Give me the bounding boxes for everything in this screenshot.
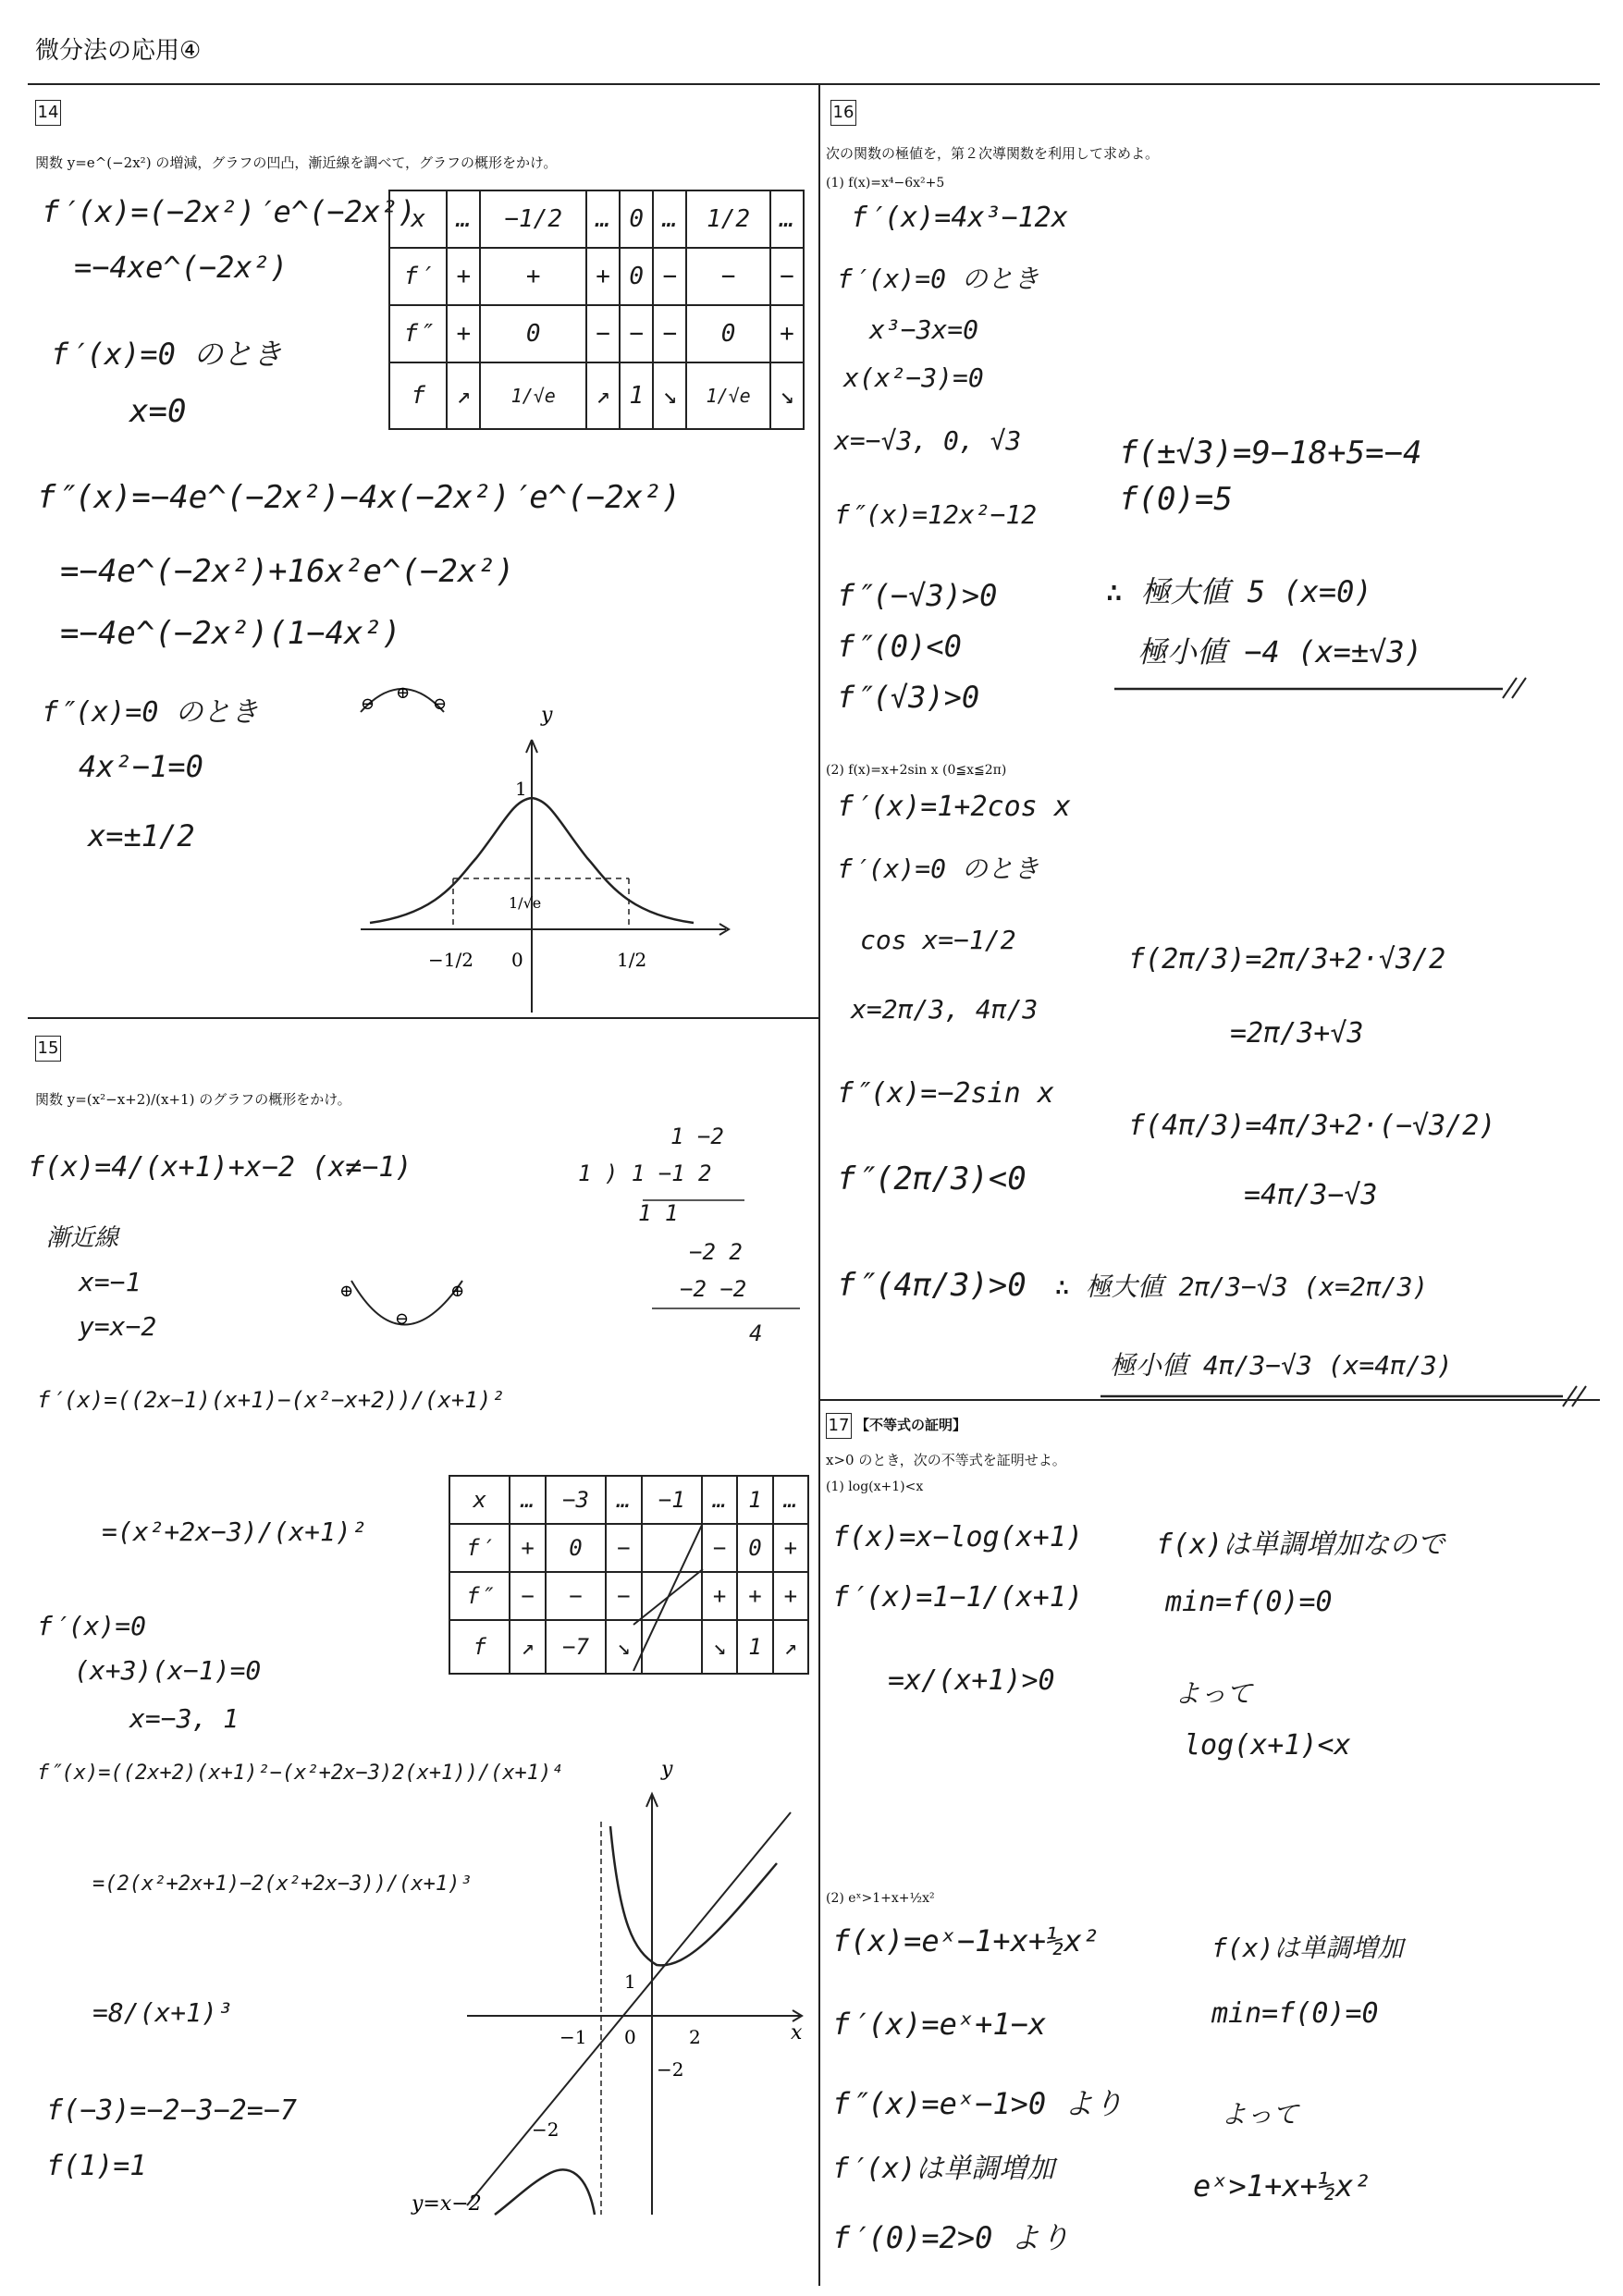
table-cell: 0 — [737, 1524, 772, 1572]
q16-p2-result: f(4π/3)=4π/3+2·(−√3/2) — [1128, 1110, 1496, 1142]
table-cell: … — [773, 1476, 808, 1524]
table-cell: 1/2 — [686, 190, 769, 248]
table-cell: + — [447, 305, 480, 362]
q16-p2-step: cos x=−1/2 — [860, 925, 1016, 955]
table-cell: … — [770, 190, 804, 248]
q17-p2-note: f(x)は単調増加 — [1211, 1933, 1404, 1963]
table-cell: f″ — [389, 305, 447, 362]
table-cell: f — [449, 1620, 510, 1674]
section-divider-14-15 — [28, 1017, 818, 1019]
graph-label: 0 — [624, 2026, 636, 2048]
q17-prompt: x>0 のとき，次の不等式を証明せよ。 — [826, 1452, 1066, 1468]
q15-step: f(−3)=−2−3−2=−7 — [46, 2094, 297, 2127]
x-axis-label: x — [791, 2021, 803, 2044]
q16-p1-answer: ∴ 極大値 5 (x=0) — [1105, 574, 1372, 609]
table-cell: ↗ — [773, 1620, 808, 1674]
q17-p1-step: f(x)=x−log(x+1) — [832, 1521, 1083, 1553]
q16-p2-answer: 極小値 4π/3−√3 (x=4π/3) — [1110, 1350, 1453, 1381]
q15-division-line: 1 −2 — [670, 1123, 724, 1149]
q17-p2-note: min=f(0)=0 — [1211, 1997, 1379, 2030]
table-cell: + — [773, 1572, 808, 1620]
q17-title: 【不等式の証明】 — [855, 1417, 967, 1433]
q17-p1-step: f′(x)=1−1/(x+1) — [832, 1581, 1083, 1614]
q14-step: 4x²−1=0 — [79, 749, 203, 784]
q15-step: (x+3)(x−1)=0 — [74, 1655, 262, 1686]
q15-table-undefined-slashes — [633, 1523, 707, 1671]
table-cell: 1/√e — [686, 362, 769, 429]
table-cell: ↘ — [770, 362, 804, 429]
q17-p2-step: f′(x)=eˣ+1−x — [832, 2007, 1047, 2042]
x-tick-label: −1/2 — [428, 949, 473, 971]
q15-division-line: −2 −2 — [680, 1276, 747, 1302]
q15-step: =(2(x²+2x+1)−2(x²+2x−3))/(x+1)³ — [92, 1872, 473, 1896]
table-cell: + — [586, 248, 620, 305]
table-cell: −7 — [546, 1620, 606, 1674]
q16-p1-step: f′(x)=0 のとき — [837, 264, 1039, 294]
q17-part2-label: (2) eˣ>1+x+½x² — [826, 1891, 935, 1906]
table-cell: 0 — [620, 190, 653, 248]
table-cell: 0 — [686, 305, 769, 362]
q15-division-line: 1 1 — [638, 1200, 679, 1226]
q17-p1-note: よって — [1174, 1678, 1253, 1709]
q16-p2-result: =2π/3+√3 — [1230, 1017, 1364, 1050]
table-cell: − — [586, 305, 620, 362]
q15-variation-table — [449, 1475, 809, 1675]
sign-mark: ⊖ — [361, 694, 375, 714]
peak-label: 1 — [515, 778, 527, 800]
q14-step: x=±1/2 — [88, 818, 195, 853]
q16-p2-step: f″(x)=−2sin x — [837, 1077, 1054, 1110]
table-cell: … — [702, 1476, 737, 1524]
table-cell: … — [510, 1476, 545, 1524]
q16-p1-step: f″(−√3)>0 — [837, 578, 998, 613]
q16-p2-result: =4π/3−√3 — [1244, 1179, 1378, 1211]
table-cell: 0 — [620, 248, 653, 305]
q15-division-line: 1 ) 1 −1 2 — [578, 1160, 712, 1186]
table-cell: + — [737, 1572, 772, 1620]
table-cell: … — [586, 190, 620, 248]
q16-p2-step: f′(x)=0 のとき — [837, 853, 1039, 884]
table-cell: − — [686, 248, 769, 305]
sign-mark: ⊕ — [396, 683, 411, 703]
sign-mark: ⊕ — [450, 1282, 465, 1301]
graph-label: 1 — [624, 1971, 636, 1993]
q17-p1-note: log(x+1)<x — [1184, 1729, 1351, 1762]
table-cell: − — [606, 1572, 641, 1620]
graph-label: 2 — [689, 2026, 701, 2048]
table-cell: + — [510, 1524, 545, 1572]
table-cell: … — [606, 1476, 641, 1524]
q16-p1-step: f′(x)=4x³−12x — [851, 202, 1068, 234]
q17-p1-note: f(x)は単調増加なので — [1156, 1529, 1445, 1561]
q16-p2-result: f(2π/3)=2π/3+2·√3/2 — [1128, 943, 1446, 976]
q16-p1-step: x=−√3, 0, √3 — [834, 425, 1022, 456]
table-cell: f′ — [389, 248, 447, 305]
table-cell: ↗ — [447, 362, 480, 429]
q14-step: =−4xe^(−2x²) — [74, 250, 289, 285]
q17-part1-label: (1) log(x+1)<x — [826, 1480, 924, 1494]
q16-p1-step: f″(0)<0 — [837, 629, 962, 664]
sign-mark: ⊕ — [339, 1282, 354, 1301]
table-cell: + — [447, 248, 480, 305]
q14-step: x=0 — [129, 393, 187, 430]
q15-step: f″(x)=((2x+2)(x+1)²−(x²+2x−3)2(x+1))/(x+1)⁴ — [37, 1762, 564, 1785]
q16-p1-answer-underline — [1114, 675, 1531, 703]
graph-label: −1 — [559, 2026, 587, 2048]
q15-division-line: 4 — [749, 1320, 763, 1346]
q16-p2-answer-underline — [1100, 1382, 1600, 1410]
q14-step: =−4e^(−2x²)(1−4x²) — [60, 615, 401, 652]
table-cell: … — [447, 190, 480, 248]
q15-step: f′(x)=0 — [37, 1611, 147, 1641]
q14-graph — [356, 703, 735, 1017]
question-number-15: 15 — [35, 1036, 61, 1062]
table-cell: f — [389, 362, 447, 429]
q16-p2-step: f″(2π/3)<0 — [837, 1160, 1027, 1197]
q16-p1-result: f(±√3)=9−18+5=−4 — [1119, 435, 1422, 472]
sign-mark: ⊖ — [433, 694, 448, 714]
table-cell: − — [620, 305, 653, 362]
q17-p2-note: eˣ>1+x+½x² — [1193, 2168, 1371, 2204]
q15-step: f′(x)=((2x−1)(x+1)−(x²−x+2))/(x+1)² — [37, 1387, 505, 1413]
q15-division-line: −2 2 — [689, 1239, 743, 1265]
table-cell: 1 — [620, 362, 653, 429]
q15-step: =8/(x+1)³ — [92, 1997, 233, 2028]
q16-p1-answer: 極小値 −4 (x=±√3) — [1137, 634, 1422, 669]
table-cell: f″ — [449, 1572, 510, 1620]
q14-step: f″(x)=−4e^(−2x²)−4x(−2x²)′e^(−2x²) — [37, 479, 681, 516]
q15-prompt: 関数 y=(x²−x+2)/(x+1) のグラフの概形をかけ。 — [35, 1091, 351, 1108]
sign-mark: ⊖ — [395, 1309, 410, 1329]
table-cell: 1/√e — [480, 362, 586, 429]
table-cell: − — [770, 248, 804, 305]
table-cell: + — [480, 248, 586, 305]
q14-step: f′(x)=0 のとき — [51, 337, 283, 372]
q15-step: =(x²+2x−3)/(x+1)² — [102, 1516, 367, 1547]
q15-step: y=x−2 — [79, 1311, 157, 1342]
q16-p2-step: f′(x)=1+2cos x — [837, 791, 1071, 823]
table-cell: ↘ — [702, 1620, 737, 1674]
table-cell: + — [773, 1524, 808, 1572]
table-cell: 0 — [480, 305, 586, 362]
q14-prompt: 関数 y=e^(−2x²) の増減，グラフの凹凸，漸近線を調べて，グラフの概形をかけ。 — [35, 154, 558, 171]
q17-p2-step: f(x)=eˣ−1+x+½x² — [832, 1923, 1100, 1958]
table-cell: + — [770, 305, 804, 362]
table-cell: ↘ — [653, 362, 686, 429]
table-cell: − — [606, 1524, 641, 1572]
q17-p2-note: よって — [1221, 2099, 1299, 2130]
q17-p2-step: f″(x)=eˣ−1>0 より — [832, 2086, 1124, 2121]
q15-step: f(1)=1 — [46, 2150, 147, 2182]
q15-step: x=−1 — [79, 1267, 141, 1297]
q15-step: 漸近線 — [46, 1224, 119, 1252]
table-cell: + — [702, 1572, 737, 1620]
q16-p2-step: x=2π/3, 4π/3 — [851, 994, 1039, 1025]
question-number-16: 16 — [830, 100, 856, 126]
q14-step: f″(x)=0 のとき — [42, 696, 259, 729]
q15-step: x=−3, 1 — [129, 1703, 240, 1734]
column-divider — [818, 85, 820, 2286]
y-axis-label: y — [661, 1758, 673, 1781]
q15-division-rules — [643, 1193, 809, 1313]
x-tick-label: 0 — [511, 949, 523, 971]
q17-p2-step: f′(x)は単調増加 — [832, 2153, 1055, 2185]
question-number-14: 14 — [35, 100, 61, 126]
level-label: 1/√e — [509, 894, 542, 912]
table-cell: − — [653, 248, 686, 305]
q16-p1-step: f″(x)=12x²−12 — [834, 499, 1038, 530]
table-cell: 0 — [546, 1524, 606, 1572]
q16-p1-result: f(0)=5 — [1119, 481, 1233, 518]
graph-label: −2 — [532, 2118, 559, 2141]
table-cell: f′ — [449, 1524, 510, 1572]
graph-label: −2 — [657, 2058, 684, 2081]
page-title: 微分法の応用④ — [35, 37, 202, 65]
y-axis-label: y — [541, 704, 553, 727]
q17-p2-step: f′(0)=2>0 より — [832, 2220, 1070, 2255]
table-cell: −1/2 — [480, 190, 586, 248]
q15-step: f(x)=4/(x+1)+x−2 (x≠−1) — [28, 1151, 412, 1184]
q15-sign-chart — [338, 1276, 476, 1332]
q14-step: f′(x)=(−2x²)′e^(−2x²) — [42, 194, 416, 229]
table-cell: − — [702, 1524, 737, 1572]
q16-p2-step: f″(4π/3)>0 — [837, 1267, 1027, 1304]
table-cell: x — [389, 190, 447, 248]
table-cell: − — [653, 305, 686, 362]
q16-prompt: 次の関数の極値を，第２次導関数を利用して求めよ。 — [826, 145, 1160, 162]
table-cell: 1 — [737, 1620, 772, 1674]
q16-part2-label: (2) f(x)=x+2sin x (0≦x≦2π) — [826, 763, 1007, 778]
x-tick-label: 1/2 — [617, 949, 647, 971]
table-cell: ↘ — [606, 1620, 641, 1674]
q14-step: =−4e^(−2x²)+16x²e^(−2x²) — [60, 553, 515, 590]
table-cell: … — [653, 190, 686, 248]
table-cell: −1 — [642, 1476, 702, 1524]
table-cell: x — [449, 1476, 510, 1524]
q16-p2-answer: ∴ 極大値 2π/3−√3 (x=2π/3) — [1054, 1271, 1429, 1302]
table-cell: − — [546, 1572, 606, 1620]
q17-p1-step: =x/(x+1)>0 — [888, 1664, 1055, 1697]
table-cell: ↗ — [510, 1620, 545, 1674]
header-rule — [28, 83, 1600, 85]
question-number-17: 17 — [826, 1413, 852, 1439]
q16-p1-step: x³−3x=0 — [869, 314, 979, 345]
table-cell: 1 — [737, 1476, 772, 1524]
q16-part1-label: (1) f(x)=x⁴−6x²+5 — [826, 176, 945, 190]
q16-p1-step: x(x²−3)=0 — [843, 362, 984, 393]
table-cell: − — [510, 1572, 545, 1620]
q16-p1-step: f″(√3)>0 — [837, 680, 980, 715]
table-cell: −3 — [546, 1476, 606, 1524]
q14-variation-table — [388, 190, 805, 430]
q15-graph — [412, 1738, 809, 2219]
q17-p1-note: min=f(0)=0 — [1165, 1586, 1333, 1618]
table-cell: ↗ — [586, 362, 620, 429]
asymptote-label: y=x−2 — [412, 2192, 482, 2216]
